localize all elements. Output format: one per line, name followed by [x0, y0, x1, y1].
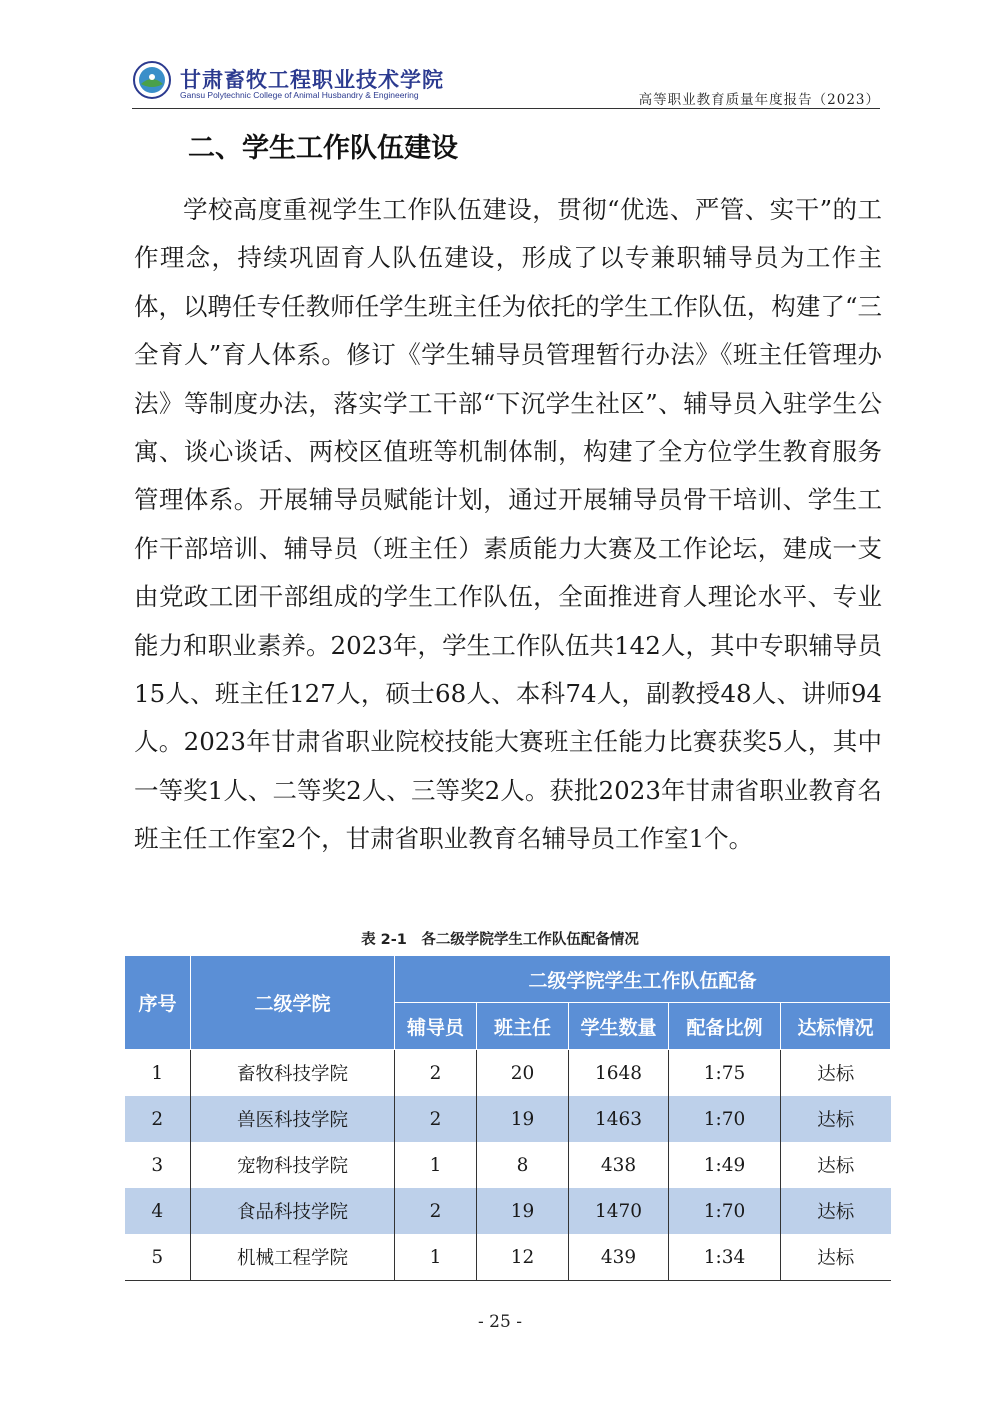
cell-college: 机械工程学院 [191, 1234, 395, 1281]
cell-ratio: 1:34 [669, 1234, 781, 1281]
school-name-en: Gansu Polytechnic College of Animal Husbandry & Engineering [180, 90, 419, 100]
cell-ratio: 1:70 [669, 1096, 781, 1142]
section-title: 二、学生工作队伍建设 [188, 133, 458, 164]
cell-college: 宠物科技学院 [191, 1142, 395, 1188]
cell-ratio: 1:75 [669, 1050, 781, 1097]
header-head-teacher: 班主任 [477, 1003, 569, 1050]
cell-status: 达标 [781, 1188, 891, 1234]
header-group: 二级学院学生工作队伍配备 [395, 956, 891, 1003]
cell-status: 达标 [781, 1142, 891, 1188]
cell-counselor: 1 [395, 1142, 477, 1188]
cell-ratio: 1:49 [669, 1142, 781, 1188]
page-header [132, 58, 880, 109]
cell-head-teacher: 20 [477, 1050, 569, 1097]
cell-head-teacher: 19 [477, 1096, 569, 1142]
cell-students: 439 [569, 1234, 669, 1281]
staffing-table [124, 956, 891, 1281]
cell-counselor: 2 [395, 1188, 477, 1234]
cell-counselor: 2 [395, 1096, 477, 1142]
school-name-cn: 甘肃畜牧工程职业技术学院 [180, 67, 444, 92]
table-row [125, 1050, 891, 1097]
header-college: 二级学院 [191, 956, 395, 1050]
cell-college: 兽医科技学院 [191, 1096, 395, 1142]
cell-head-teacher: 19 [477, 1188, 569, 1234]
cell-status: 达标 [781, 1050, 891, 1097]
cell-index: 4 [125, 1188, 191, 1234]
cell-students: 1470 [569, 1188, 669, 1234]
cell-counselor: 1 [395, 1234, 477, 1281]
header-counselor: 辅导员 [395, 1003, 477, 1050]
cell-head-teacher: 8 [477, 1142, 569, 1188]
header-index: 序号 [125, 956, 191, 1050]
table-row [125, 1142, 891, 1188]
cell-status: 达标 [781, 1096, 891, 1142]
cell-head-teacher: 12 [477, 1234, 569, 1281]
cell-college: 食品科技学院 [191, 1188, 395, 1234]
cell-index: 1 [151, 1062, 164, 1084]
cell-students: 1463 [569, 1096, 669, 1142]
table-row [125, 1188, 891, 1234]
header-ratio: 配备比例 [669, 1003, 781, 1050]
cell-status: 达标 [781, 1234, 891, 1281]
cell-index: 2 [125, 1096, 191, 1142]
header-students: 学生数量 [569, 1003, 669, 1050]
report-title: 高等职业教育质量年度报告（2023） [638, 92, 880, 108]
cell-ratio: 1:70 [669, 1188, 781, 1234]
table-row [125, 1096, 891, 1142]
cell-counselor: 2 [395, 1050, 477, 1097]
cell-students: 1648 [569, 1050, 669, 1097]
table-caption: 表 2-1 各二级学院学生工作队伍配备情况 [361, 932, 639, 948]
cell-index: 5 [125, 1234, 191, 1281]
cell-students: 438 [569, 1142, 669, 1188]
page-number: - 25 - [478, 1312, 522, 1332]
header-status: 达标情况 [781, 1003, 891, 1050]
cell-college: 畜牧科技学院 [191, 1050, 395, 1097]
cell-index: 3 [151, 1154, 164, 1176]
table-row [125, 1234, 891, 1281]
school-logo-icon [132, 60, 172, 100]
body-paragraph: 学校高度重视学生工作队伍建设，贯彻“优选、严管、实干”的工作理念，持续巩固育人队伍建设，形成了以专兼职辅导员为工作主体，以聘任专任教师任学生班主任为依托的学生工作队伍，构建了“三全育人”育人体系。修订《学生辅导员管理暂行办法》《班主任管理办法》等制度办法，落实学工干部“下沉学生社区”、辅导员入驻学生公寓、谈心谈话、两校区值班等机制体制，构建了全方位学生教育服务管理体系。开展辅导员赋能计划，通过开展辅导员骨干培训、学生工作干部培训、辅导员（班主任）素质能力大赛及工作论坛，建成一支由党政工团干部组成的学生工作队伍，全面推进育人理论水平、专业能力和职业素养。2023年，学生工作队伍共142人，其中专职辅导员15人、班主任127人，硕士68人、本科74人，副教授48人、讲师94人。2023年甘肃省职业院校技能大赛班主任能力比赛获奖5人，其中一等奖1人、二等奖2人、三等奖2人。获批2023年甘肃省职业教育名班主任工作室2个，甘肃省职业教育名辅导员工作室1个。 [134, 195, 882, 854]
